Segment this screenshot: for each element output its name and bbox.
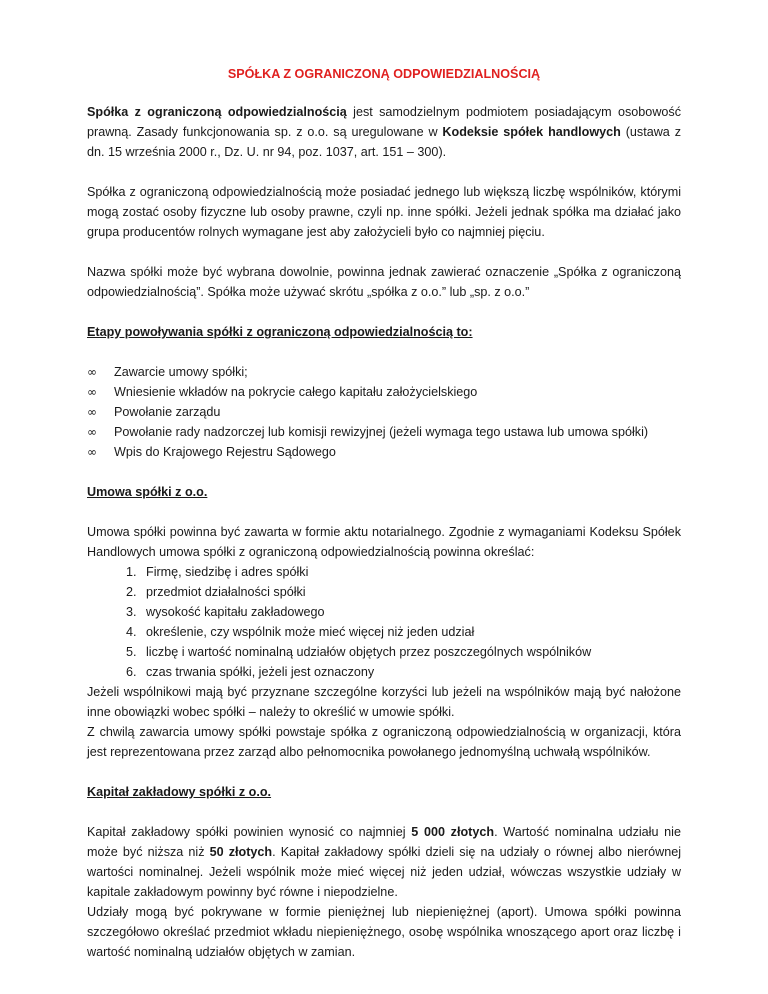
stages-list: [87, 362, 681, 462]
partners-paragraph: Spółka z ograniczoną odpowiedzialnością może posiadać jednego lub większą liczbę wspólników, którymi mogą zostać osoby fizyczne lub osoby prawne, czyli np. inne spółki. Jeżeli jednak spółka ma działać jako grupa producentów rolnych wymagane jest aby założycieli było co najmniej pięciu.: [87, 185, 681, 239]
stages-heading: Etapy powoływania spółki z ograniczoną odpowiedzialnością to:: [87, 325, 473, 339]
capital-paragraph-2: Udziały mogą być pokrywane w formie pieniężnej lub niepieniężnej (aport). Umowa spółki powinna szczegółowo określać przedmiot wkładu niepieniężnego, osobę wspólnika wnoszącego aport oraz liczbę i wartość nominalną udziałów objętych w zamian.: [87, 905, 681, 959]
infinity-bullet-icon: ∞: [87, 445, 97, 459]
intro-text-2: (ustawa z dn. 15 września 2000 r., Dz. U. nr 94, poz. 1037, art. 151 – 300).: [87, 125, 681, 159]
list-item: ∞ Zawarcie umowy spółki;: [87, 362, 681, 382]
agreement-organization-paragraph: Z chwilą zawarcia umowy spółki powstaje spółka z ograniczoną odpowiedzialnością w organizacji, która jest reprezentowana przez zarząd albo pełnomocnika powołanego jednomyślną uchwałą wspólników.: [87, 725, 681, 759]
name-paragraph: Nazwa spółki może być wybrana dowolnie, powinna jednak zawierać oznaczenie „Spółka z ograniczoną odpowiedzialnością”. Spółka może używać skrótu „spółka z o.o.” lub „sp. z o.o.”: [87, 265, 681, 299]
list-item: 2. przedmiot działalności spółki: [126, 585, 306, 599]
document-title: SPÓŁKA Z OGRANICZONĄ ODPOWIEDZIALNOŚCIĄ: [227, 67, 541, 81]
intro-paragraph: [87, 102, 681, 162]
list-item: ∞ Wniesienie wkładów na pokrycie całego kapitału założycielskiego: [87, 382, 681, 402]
share-min-amount: 50 złotych: [209, 845, 273, 859]
infinity-bullet-icon: ∞: [87, 425, 97, 439]
infinity-bullet-icon: ∞: [87, 405, 97, 419]
list-item: ∞ Wpis do Krajowego Rejestru Sądowego: [87, 442, 681, 462]
intro-bold-code: Kodeksie spółek handlowych: [442, 125, 621, 139]
agreement-heading: Umowa spółki z o.o.: [87, 485, 208, 499]
list-item: 4. określenie, czy wspólnik może mieć więcej niż jeden udział: [126, 625, 475, 639]
intro-bold-term: Spółka z ograniczoną odpowiedzialnością: [87, 105, 347, 119]
capital-min-amount: 5 000 złotych: [411, 825, 495, 839]
list-item: 6. czas trwania spółki, jeżeli jest oznaczony: [126, 665, 375, 679]
infinity-bullet-icon: ∞: [87, 385, 97, 399]
list-item: 5. liczbę i wartość nominalną udziałów objętych przez poszczególnych wspólników: [126, 645, 592, 659]
capital-heading: Kapitał zakładowy spółki z o.o.: [87, 785, 272, 799]
list-item: ∞ Powołanie rady nadzorczej lub komisji rewizyjnej (jeżeli wymaga tego ustawa lub umowa spółki): [87, 422, 681, 442]
list-item: 1. Firmę, siedzibę i adres spółki: [126, 565, 309, 579]
infinity-bullet-icon: ∞: [87, 365, 97, 379]
list-item: 3. wysokość kapitału zakładowego: [126, 605, 325, 619]
agreement-lead: Umowa spółki powinna być zawarta w formie aktu notarialnego. Zgodnie z wymaganiami Kodeksu Spółek Handlowych umowa spółki z ograniczoną odpowiedzialnością powinna określać:: [87, 525, 681, 559]
agreement-benefits-paragraph: Jeżeli wspólnikowi mają być przyznane szczególne korzyści lub jeżeli na wspólników mają być nałożone inne obowiązki wobec spółki – należy to określić w umowie spółki.: [87, 685, 681, 719]
list-item: ∞ Powołanie zarządu: [87, 402, 681, 422]
agreement-list: [87, 562, 681, 682]
capital-paragraph-1: Kapitał zakładowy spółki powinien wynosić co najmniej 5 000 złotych. Wartość nominalna udziału nie może być niższa niż 50 złotych. Kapitał zakładowy spółki dzieli się na udziały o równej albo nierównej wartości nominalnej. Jeżeli wspólnik może mieć więcej niż jeden udział, wówczas wszystkie udziały w kapitale zakładowym powinny być równe i niepodzielne.: [87, 825, 682, 899]
intro-text-1: jest samodzielnym podmiotem posiadającym osobowość prawną. Zasady funkcjonowania sp. z o.o. są uregulowane w: [87, 105, 682, 139]
